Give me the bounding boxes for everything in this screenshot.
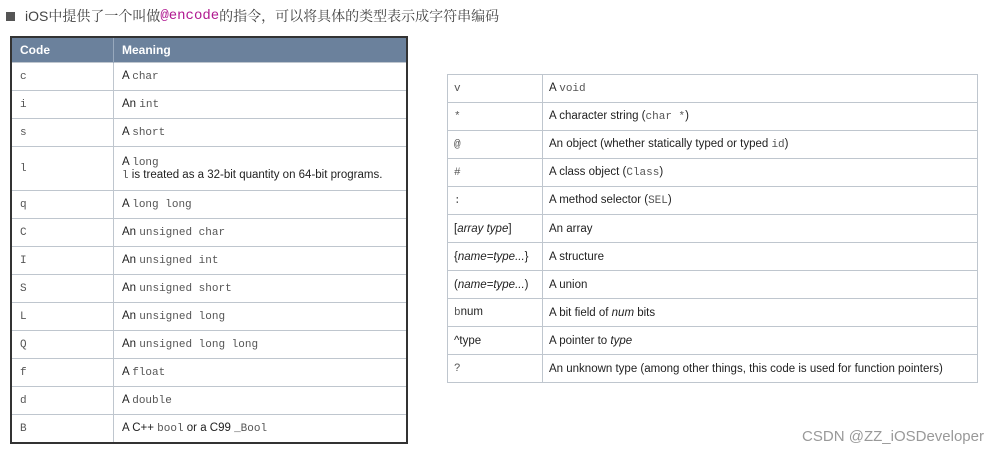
table-row: [448, 299, 978, 327]
code-cell: [11, 219, 114, 247]
table-row: [11, 147, 407, 191]
type-name: short: [132, 127, 166, 139]
code-cell: [11, 359, 114, 387]
meaning-prefix: An: [122, 254, 140, 266]
table-row: [448, 327, 978, 355]
code-cell: [11, 91, 114, 119]
meaning-cell: [543, 215, 978, 243]
code-segment: SEL: [648, 195, 668, 207]
code-cell: [11, 387, 114, 415]
text-segment: [: [454, 222, 458, 235]
code-cell: [11, 275, 114, 303]
complex-type-encoding-table: [447, 74, 978, 383]
meaning-cell: [114, 247, 408, 275]
text-segment: A bit field of: [549, 306, 612, 319]
text-segment: A character string (: [549, 110, 646, 122]
code-cell: [448, 159, 543, 187]
table-row: [448, 75, 978, 103]
code-value: i: [20, 99, 27, 111]
table-row: [11, 219, 407, 247]
type-name: unsigned int: [139, 255, 219, 267]
code-value: B: [20, 423, 27, 435]
meaning-cell: [114, 359, 408, 387]
text-segment: A class object (: [549, 166, 627, 178]
meaning-cell: [114, 191, 408, 219]
type-name: float: [132, 367, 166, 379]
meaning-cell: [543, 243, 978, 271]
code-value: ?: [454, 363, 461, 375]
code-segment: char *: [645, 111, 686, 123]
code-cell: [448, 187, 543, 215]
meaning-prefix: A C++: [122, 422, 158, 434]
code-cell: [11, 247, 114, 275]
meaning-cell: [543, 299, 978, 327]
meaning-cell: [114, 119, 408, 147]
code-value: @: [454, 139, 461, 151]
code-value: c: [20, 71, 27, 83]
code-cell: [448, 327, 543, 355]
note-code: l: [122, 169, 129, 182]
text-segment: An object (whether statically typed or typed: [549, 138, 772, 150]
table-row: [448, 187, 978, 215]
code-cell: [11, 331, 114, 359]
code-value: *: [454, 111, 461, 123]
table-row: [11, 119, 407, 147]
meaning-prefix: A: [122, 198, 133, 210]
meaning-cell: [543, 75, 978, 103]
code-cell: [11, 191, 114, 219]
note-text: is treated as a 32-bit quantity on 64-bit programs.: [128, 168, 383, 181]
text-segment: ): [667, 194, 672, 206]
code-cell: [11, 119, 114, 147]
meaning-prefix: An: [122, 338, 140, 350]
meaning-prefix: An: [122, 282, 140, 294]
meaning-cell: [114, 63, 408, 91]
code-value: f: [20, 367, 27, 379]
code-value: C: [20, 227, 27, 239]
meaning-cell: [114, 387, 408, 415]
meaning-cell: [543, 159, 978, 187]
table-row: [11, 387, 407, 415]
table-row: [448, 131, 978, 159]
code-cell: [448, 271, 543, 299]
type-name: unsigned short: [139, 283, 232, 295]
meaning-prefix: A: [122, 126, 133, 138]
meaning-prefix: A: [122, 394, 133, 406]
code-cell: [11, 63, 114, 91]
square-bullet-icon: [6, 12, 15, 21]
code-segment: id: [771, 139, 785, 151]
meaning-cell: [114, 91, 408, 119]
text-segment: ]: [508, 222, 512, 235]
code-value: s: [20, 127, 27, 139]
table-row: [11, 247, 407, 275]
code-cell: [448, 299, 543, 327]
meaning-cell: [114, 275, 408, 303]
code-segment: Class: [626, 167, 660, 179]
type-name: char: [132, 71, 159, 83]
meaning-cell: [543, 103, 978, 131]
text-segment: A method selector (: [549, 194, 649, 206]
code-value: I: [20, 255, 27, 267]
meaning-mid: or a C99: [183, 422, 235, 434]
meaning-prefix: An: [122, 98, 140, 110]
code-value: #: [454, 167, 461, 179]
table-row: [448, 271, 978, 299]
intro-text-before: iOS中提供了一个叫做: [25, 8, 161, 24]
code-cell: [448, 75, 543, 103]
code-segment: void: [559, 83, 586, 95]
type-name: bool: [157, 423, 184, 435]
meaning-cell: [114, 219, 408, 247]
table-row: [11, 91, 407, 119]
text-segment: An array: [549, 222, 593, 235]
meaning-prefix: A: [122, 70, 133, 82]
italic-segment: name=type...: [457, 278, 525, 291]
meaning-cell: [114, 415, 408, 444]
table-row: [11, 415, 407, 444]
text-segment: ): [659, 166, 664, 178]
text-segment: bits: [634, 306, 656, 319]
code-cell: [448, 131, 543, 159]
italic-segment: type: [610, 334, 633, 347]
text-segment: A structure: [549, 250, 604, 263]
csdn-watermark: CSDN @ZZ_iOSDeveloper: [802, 428, 984, 445]
type-name-2: _Bool: [234, 423, 268, 435]
intro-line: [6, 6, 499, 26]
text-segment: A union: [549, 278, 588, 291]
meaning-prefix: A: [122, 155, 133, 168]
meaning-prefix: An: [122, 226, 140, 238]
code-value: L: [20, 311, 27, 323]
code-value: :: [454, 195, 461, 207]
table-header-row: [11, 37, 407, 63]
meaning-cell: [114, 147, 408, 191]
code-cell: [448, 243, 543, 271]
meaning-cell: [114, 303, 408, 331]
text-segment: (: [454, 278, 458, 291]
type-name: int: [139, 99, 160, 111]
code-value: d: [20, 395, 27, 407]
table-row: [448, 243, 978, 271]
table-row: [448, 215, 978, 243]
text-segment: {: [454, 250, 458, 263]
basic-type-encoding-table: [10, 36, 408, 444]
text-segment: ): [524, 278, 529, 291]
meaning-cell: [543, 355, 978, 383]
meaning-cell: [543, 187, 978, 215]
text-segment: ^type: [454, 334, 482, 347]
type-name: unsigned char: [139, 227, 226, 239]
code-cell: [11, 303, 114, 331]
text-segment: }: [524, 250, 529, 263]
code-cell: [448, 355, 543, 383]
table-row: [448, 103, 978, 131]
table-row: [11, 331, 407, 359]
code-segment: b: [454, 307, 461, 319]
encode-keyword: @encode: [160, 8, 220, 24]
meaning-cell: [543, 131, 978, 159]
code-cell: [11, 415, 114, 444]
table-row: [448, 159, 978, 187]
type-name: unsigned long: [139, 311, 226, 323]
meaning-cell: [543, 271, 978, 299]
text-segment: ): [685, 110, 689, 122]
code-cell: [11, 147, 114, 191]
type-name: double: [132, 395, 172, 407]
code-value: S: [20, 283, 27, 295]
text-segment: num: [460, 306, 483, 318]
header-meaning: Meaning: [114, 37, 408, 63]
intro-text-after: 的指令，可以将具体的类型表示成字符串编码: [219, 8, 500, 24]
code-cell: [448, 103, 543, 131]
header-code: Code: [11, 37, 114, 63]
italic-segment: num: [611, 306, 635, 319]
text-segment: ): [784, 138, 789, 150]
meaning-prefix: A: [122, 366, 133, 378]
type-name: unsigned long long: [139, 339, 259, 351]
meaning-prefix: An: [122, 310, 140, 322]
text-segment: A: [549, 82, 560, 94]
table-row: [11, 359, 407, 387]
code-cell: [448, 215, 543, 243]
type-name: long long: [132, 199, 192, 211]
meaning-cell: [543, 327, 978, 355]
table-row: [11, 275, 407, 303]
italic-segment: name=type...: [457, 250, 525, 263]
code-value: v: [454, 83, 461, 95]
meaning-cell: [114, 331, 408, 359]
table-row: [11, 303, 407, 331]
code-value: Q: [20, 339, 27, 351]
type-name: long: [132, 156, 159, 169]
table-row: [11, 63, 407, 91]
italic-segment: array type: [457, 222, 509, 235]
code-value: q: [20, 199, 27, 211]
text-segment: An unknown type (among other things, this code is used for function pointers): [549, 362, 943, 375]
table-row: [11, 191, 407, 219]
table-row: [448, 355, 978, 383]
text-segment: A pointer to: [549, 334, 611, 347]
code-value: l: [20, 163, 27, 175]
